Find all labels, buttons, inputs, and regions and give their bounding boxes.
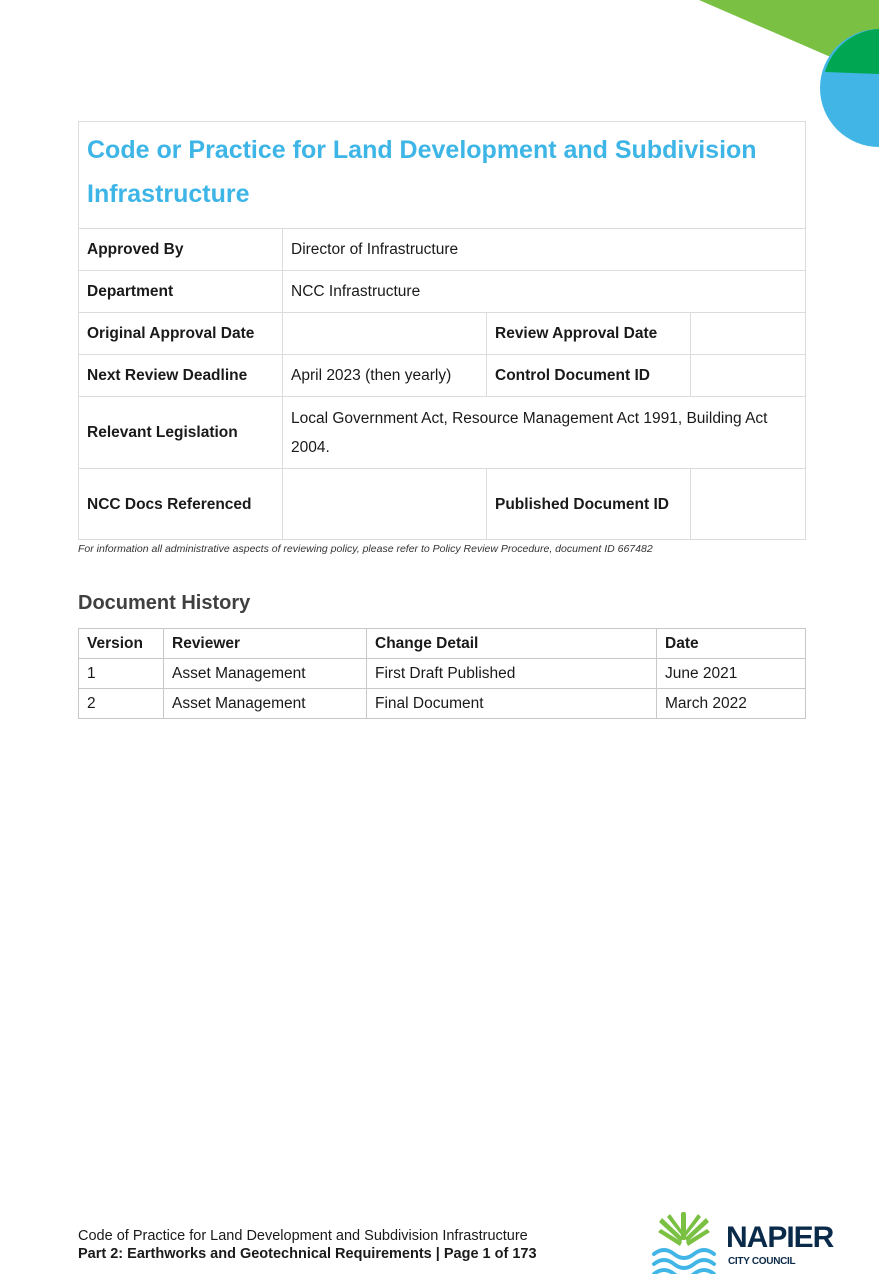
column-header: Change Detail (367, 629, 657, 659)
table-row (79, 659, 806, 689)
document-history-table (78, 628, 806, 719)
logo-wordmark: NAPIER (726, 1221, 834, 1254)
approved-by-value: Director of Infrastructure (283, 229, 806, 271)
history-date: June 2021 (657, 659, 806, 689)
history-header-row (79, 629, 806, 659)
document-title: Code or Practice for Land Development and Subdivision Infrastructure (79, 122, 806, 229)
review-approval-label: Review Approval Date (487, 313, 691, 355)
control-doc-value (691, 355, 806, 397)
column-header: Version (79, 629, 164, 659)
department-value: NCC Infrastructure (283, 271, 806, 313)
column-header: Reviewer (164, 629, 367, 659)
control-doc-label: Control Document ID (487, 355, 691, 397)
next-review-label: Next Review Deadline (79, 355, 283, 397)
footer-document-title: Code of Practice for Land Development and Subdivision Infrastructure (78, 1228, 528, 1244)
history-reviewer: Asset Management (164, 659, 367, 689)
napier-logo (650, 1208, 850, 1274)
published-doc-value (691, 469, 806, 540)
history-change-detail: Final Document (367, 689, 657, 719)
history-reviewer: Asset Management (164, 689, 367, 719)
review-approval-value (691, 313, 806, 355)
column-header: Date (657, 629, 806, 659)
history-version: 2 (79, 689, 164, 719)
published-doc-label: Published Document ID (487, 469, 691, 540)
original-approval-value (283, 313, 487, 355)
approved-by-label: Approved By (79, 229, 283, 271)
page-footer (78, 1227, 537, 1263)
legislation-value: Local Government Act, Resource Management Act 1991, Building Act 2004. (283, 397, 806, 469)
policy-note: For information all administrative aspects of reviewing policy, please refer to Policy Review Procedure, document ID 667482 (78, 543, 653, 555)
ncc-docs-value (283, 469, 487, 540)
history-date: March 2022 (657, 689, 806, 719)
table-row (79, 689, 806, 719)
department-label: Department (79, 271, 283, 313)
ncc-docs-label: NCC Docs Referenced (79, 469, 283, 540)
history-version: 1 (79, 659, 164, 689)
policy-info-table (78, 121, 806, 540)
next-review-value: April 2023 (then yearly) (283, 355, 487, 397)
history-change-detail: First Draft Published (367, 659, 657, 689)
original-approval-label: Original Approval Date (79, 313, 283, 355)
legislation-label: Relevant Legislation (79, 397, 283, 469)
footer-page-info: Part 2: Earthworks and Geotechnical Requirements | Page 1 of 173 (78, 1246, 537, 1262)
logo-emblem-icon (650, 1208, 718, 1274)
document-history-heading: Document History (78, 592, 251, 614)
logo-subtitle: CITY COUNCIL (728, 1256, 796, 1267)
